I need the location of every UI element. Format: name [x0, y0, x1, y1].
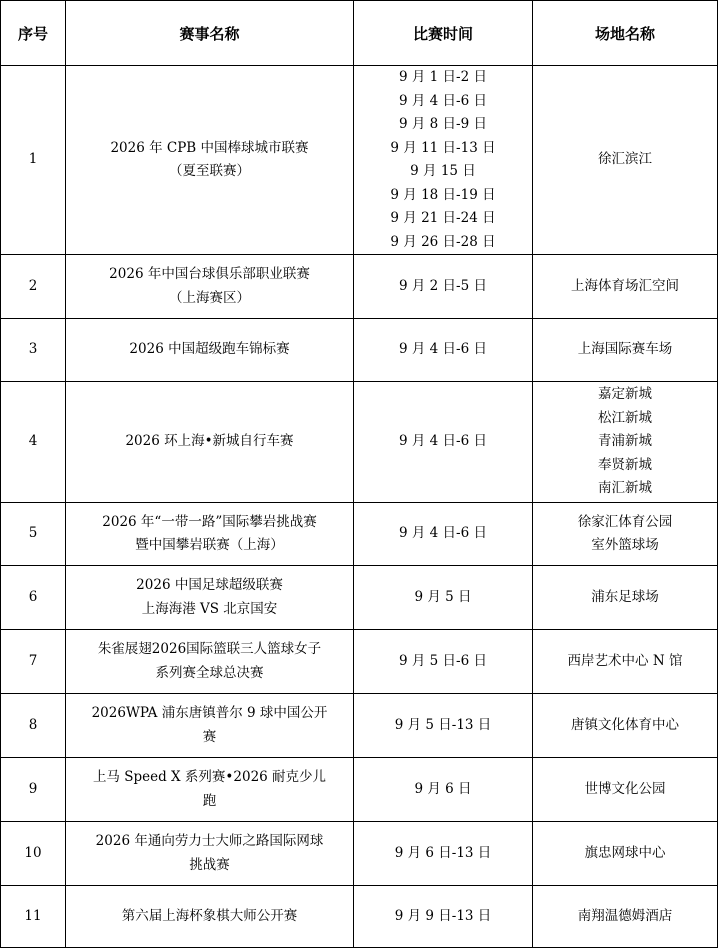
match-time-line: 9 月 15 日 — [410, 163, 476, 179]
row-number: 10 — [1, 822, 66, 886]
venue-cell — [533, 319, 718, 382]
row-number: 8 — [1, 694, 66, 758]
row-number: 2 — [1, 255, 66, 319]
event-name-line: 上马 Speed X 系列赛•2026 耐克少儿 — [92, 769, 327, 785]
header-venue-name: 场地名称 — [533, 1, 718, 66]
row-number: 9 — [1, 758, 66, 822]
match-time-line: 9 月 4 日-6 日 — [399, 525, 487, 542]
header-no: 序号 — [1, 1, 66, 66]
event-name-line: 2026 年 CPB 中国棒球城市联赛 — [110, 139, 309, 156]
event-name-line: 2026 中国超级跑车锦标赛 — [129, 341, 290, 358]
venue-line: 唐镇文化体育中心 — [571, 716, 679, 733]
table-row — [1, 382, 718, 503]
match-time-cell — [354, 822, 533, 886]
match-time-cell — [354, 503, 533, 566]
venue-line: 嘉定新城 — [598, 386, 652, 403]
venue-line: 南汇新城 — [598, 480, 652, 497]
table-body — [1, 66, 718, 948]
match-time-line: 9 月 9 日-13 日 — [394, 907, 492, 924]
venue-cell — [533, 255, 718, 319]
event-name-line: 朱雀展翅2026国际篮联三人篮球女子 — [97, 641, 322, 657]
venue-line: 上海体育场汇空间 — [571, 277, 679, 294]
match-time-cell — [354, 66, 533, 255]
venue-line: 旗忠网球中心 — [584, 844, 666, 861]
table-row — [1, 566, 718, 630]
event-name-line: 2026WPA 浦东唐镇普尔 9 球中国公开 — [91, 705, 328, 721]
match-time-cell — [354, 319, 533, 382]
venue-cell — [533, 566, 718, 630]
venue-line: 上海国际赛车场 — [577, 341, 673, 358]
match-time-line: 9 月 2 日-5 日 — [399, 277, 487, 294]
event-name-cell — [66, 694, 354, 758]
venue-cell — [533, 382, 718, 503]
venue-cell — [533, 503, 718, 566]
match-time-cell — [354, 255, 533, 319]
venue-line: 南翔温德姆酒店 — [577, 907, 673, 924]
venue-line: 徐汇滨江 — [598, 151, 652, 168]
event-name-cell — [66, 382, 354, 503]
table-row — [1, 758, 718, 822]
table-row — [1, 886, 718, 948]
event-name-line: 上海海港 VS 北京国安 — [141, 600, 278, 617]
event-name-line: 暨中国攀岩联赛（上海） — [135, 537, 284, 553]
venue-cell — [533, 822, 718, 886]
match-time-cell — [354, 566, 533, 630]
match-time-line: 9 月 18 日-19 日 — [390, 186, 496, 203]
row-number: 1 — [1, 66, 66, 255]
table-row — [1, 694, 718, 758]
table-row — [1, 822, 718, 886]
row-number: 11 — [1, 886, 66, 948]
event-name-cell — [66, 758, 354, 822]
event-name-cell — [66, 566, 354, 630]
match-time-line: 9 月 11 日-13 日 — [390, 139, 496, 156]
match-time-line: 9 月 5 日-13 日 — [394, 716, 492, 733]
match-time-line: 9 月 5 日 — [414, 588, 472, 605]
event-name-cell — [66, 66, 354, 255]
row-number: 5 — [1, 503, 66, 566]
match-time-line: 9 月 4 日-6 日 — [399, 341, 487, 358]
header-event-name: 赛事名称 — [66, 1, 354, 66]
event-name-cell — [66, 630, 354, 694]
table-row — [1, 255, 718, 319]
event-name-cell — [66, 886, 354, 948]
match-time-cell — [354, 382, 533, 503]
venue-line: 世博文化公园 — [584, 780, 666, 797]
match-time-line: 9 月 5 日-6 日 — [399, 652, 487, 669]
event-name-line: 2026 环上海•新城自行车赛 — [125, 433, 294, 450]
venue-line: 松江新城 — [598, 409, 652, 426]
event-name-line: 跑 — [202, 792, 217, 809]
match-time-line: 9 月 6 日-13 日 — [394, 844, 492, 861]
row-number: 6 — [1, 566, 66, 630]
venue-cell — [533, 630, 718, 694]
header-match-time: 比赛时间 — [354, 1, 533, 66]
venue-line: 徐家汇体育公园 — [577, 513, 673, 530]
event-name-line: （夏至联赛） — [169, 163, 250, 179]
table-row — [1, 503, 718, 566]
match-time-line: 9 月 6 日 — [414, 780, 472, 797]
match-time-cell — [354, 886, 533, 948]
event-name-line: 2026 年通向劳力士大师之路国际网球 — [95, 833, 324, 849]
venue-line: 奉贤新城 — [598, 456, 652, 473]
event-name-line: （上海赛区） — [169, 289, 250, 306]
row-number: 3 — [1, 319, 66, 382]
table-row — [1, 319, 718, 382]
match-time-cell — [354, 630, 533, 694]
event-name-line: 赛 — [202, 728, 217, 745]
venue-line: 青浦新城 — [598, 433, 652, 450]
header-row — [1, 1, 718, 66]
match-time-cell — [354, 694, 533, 758]
match-time-line: 9 月 4 日-6 日 — [399, 433, 487, 450]
event-name-line: 2026 中国足球超级联赛 — [136, 577, 283, 593]
table-row — [1, 630, 718, 694]
event-name-cell — [66, 255, 354, 319]
venue-line: 室外篮球场 — [591, 537, 659, 553]
event-name-line: 挑战赛 — [189, 856, 230, 873]
event-name-line: 系列赛全球总决赛 — [155, 664, 264, 681]
venue-cell — [533, 66, 718, 255]
event-name-cell — [66, 822, 354, 886]
match-time-line: 9 月 26 日-28 日 — [390, 233, 496, 250]
venue-line: 西岸艺术中心 N 馆 — [567, 652, 683, 669]
venue-cell — [533, 694, 718, 758]
event-name-line: 第六届上海杯象棋大师公开赛 — [121, 907, 298, 924]
match-time-line: 9 月 8 日-9 日 — [399, 116, 487, 132]
venue-cell — [533, 758, 718, 822]
event-name-line: 2026 年中国台球俱乐部职业联赛 — [109, 266, 310, 282]
row-number: 7 — [1, 630, 66, 694]
row-number: 4 — [1, 382, 66, 503]
venue-cell — [533, 886, 718, 948]
venue-line: 浦东足球场 — [591, 588, 659, 605]
match-time-cell — [354, 758, 533, 822]
table-row — [1, 66, 718, 255]
match-time-line: 9 月 4 日-6 日 — [399, 92, 487, 109]
match-time-line: 9 月 1 日-2 日 — [399, 69, 487, 85]
event-name-cell — [66, 503, 354, 566]
match-time-line: 9 月 21 日-24 日 — [390, 210, 496, 226]
event-name-cell — [66, 319, 354, 382]
event-name-line: 2026 年“一带一路”国际攀岩挑战赛 — [102, 513, 317, 530]
